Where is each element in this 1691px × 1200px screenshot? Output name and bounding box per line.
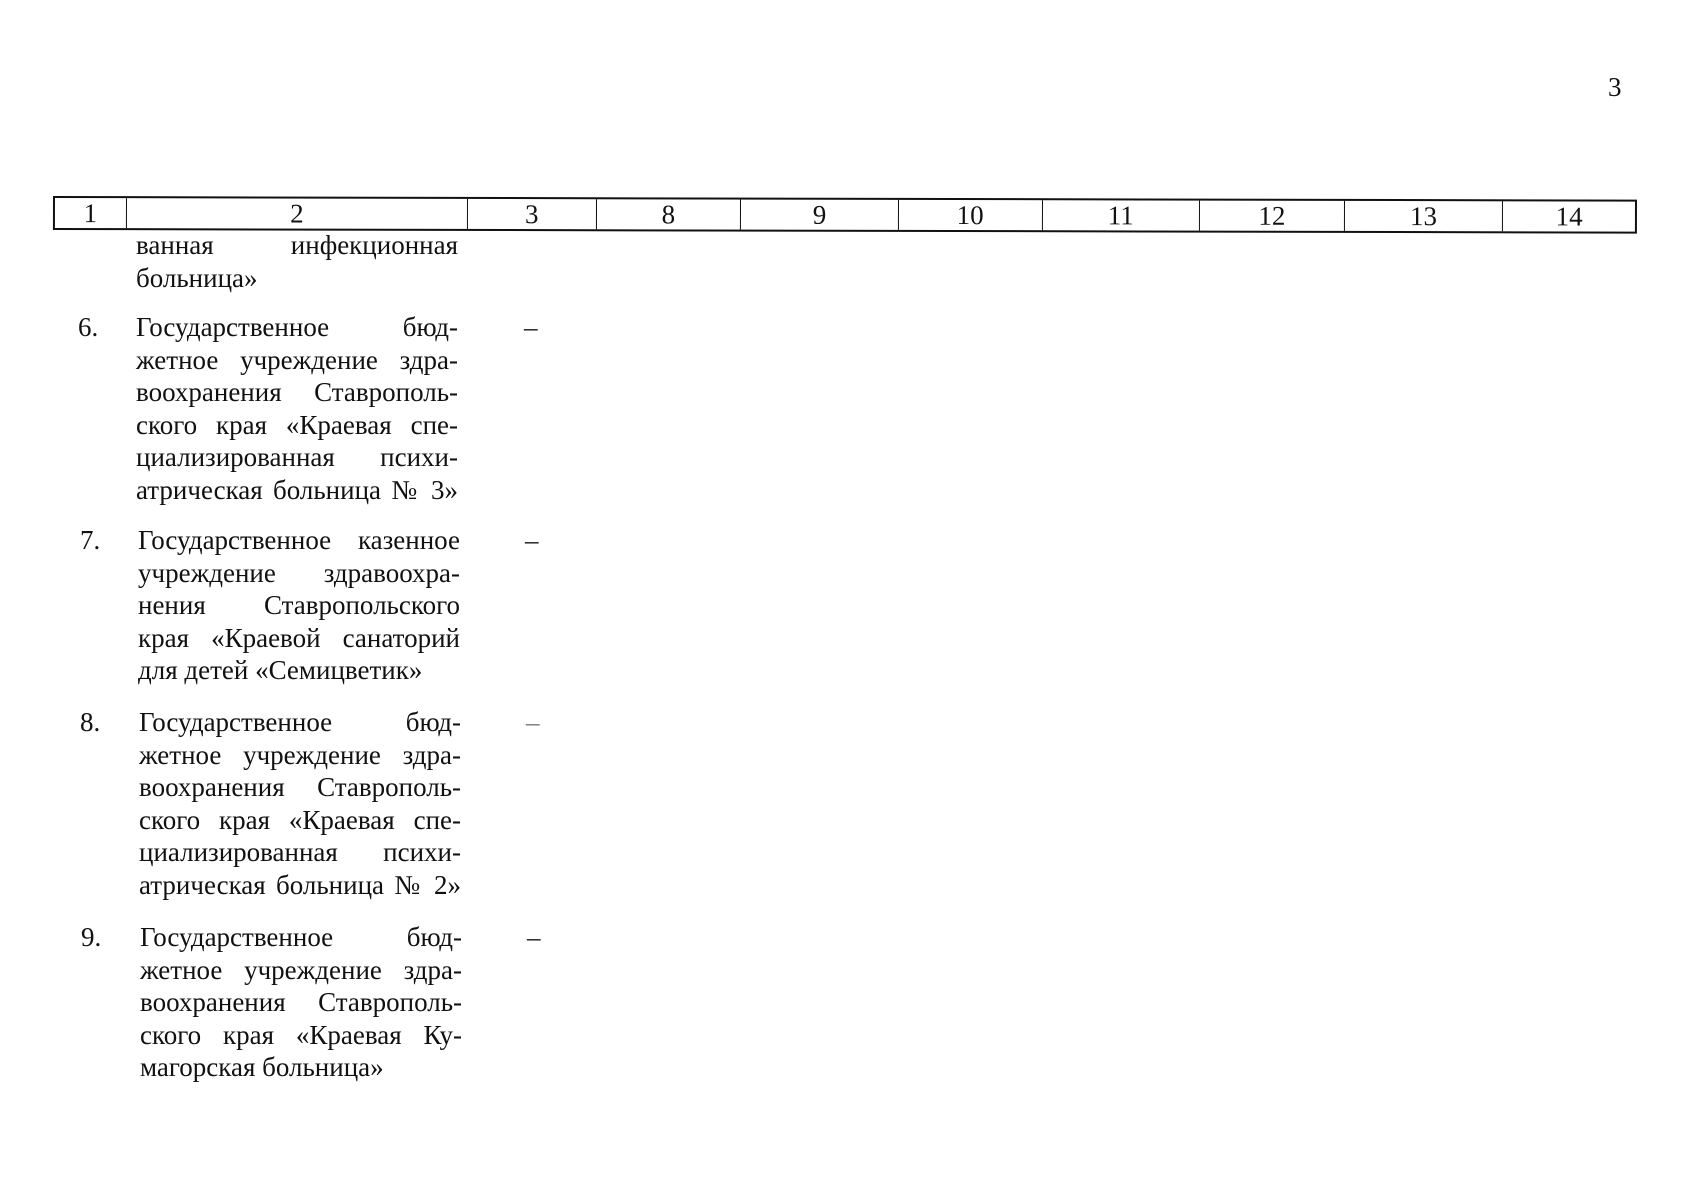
header-cell-2: 2 [127, 198, 468, 229]
continuation-line: ванная инфекционная [136, 230, 458, 260]
institution-line: жетное учреждение здра- [136, 344, 458, 375]
col3-dash: – [526, 707, 540, 737]
row-number: 7. [80, 525, 101, 555]
institution-line: Государственное бюд- [139, 707, 461, 737]
institution-line: воохранения Ставрополь- [136, 377, 458, 407]
institution-line: циализированная психи- [136, 442, 458, 472]
col3-dash: – [527, 922, 541, 952]
header-cell-1: 1 [55, 198, 127, 228]
institution-line: Государственное казенное [138, 525, 460, 555]
institution-line: воохранения Ставрополь- [140, 987, 462, 1017]
institution-line: жетное учреждение здра- [139, 739, 461, 770]
institution-line: воохранения Ставрополь- [139, 772, 461, 802]
institution-name [138, 524, 460, 687]
table-header-row [53, 196, 1637, 234]
header-cell-11: 11 [1042, 200, 1200, 230]
institution-line: ского края «Краевая спе- [139, 804, 461, 835]
institution-line: Государственное бюд- [136, 312, 458, 342]
row-number: 9. [81, 922, 102, 952]
institution-line: для детей «Семицветик» [138, 655, 423, 685]
header-cell-9: 9 [741, 200, 899, 230]
row-number: 6. [78, 312, 99, 342]
institution-line: нения Ставропольского [138, 590, 460, 620]
institution-line: Государственное бюд- [140, 922, 462, 952]
institution-name [136, 311, 458, 506]
header-cell-14: 14 [1555, 201, 1583, 232]
institution-line: атрическая больница № 2» [139, 869, 461, 900]
row-number: 8. [80, 707, 101, 737]
header-cell-12: 12 [1200, 201, 1345, 231]
col3-dash: – [525, 525, 539, 555]
col3-dash: – [524, 312, 538, 342]
institution-name [140, 921, 462, 1084]
institution-line: края «Краевой санаторий [138, 622, 460, 653]
institution-name [139, 706, 461, 901]
header-cell-8: 8 [597, 199, 742, 229]
header-cell-10: 10 [899, 200, 1043, 230]
institution-line: учреждение здравоохра- [138, 557, 460, 588]
institution-line: ского края «Краевая спе- [136, 409, 458, 440]
institution-line: магорская больница» [140, 1052, 384, 1082]
continuation-line: больница» [136, 262, 258, 293]
header-cell-3: 3 [468, 199, 597, 229]
institution-line: атрическая больница № 3» [136, 474, 458, 505]
institution-line: ского края «Краевая Ку- [140, 1019, 462, 1050]
continuation-text [136, 229, 458, 294]
institution-line: жетное учреждение здра- [140, 954, 462, 985]
page-number: 3 [1608, 72, 1622, 102]
header-cell-13: 13 [1345, 201, 1504, 231]
institution-line: циализированная психи- [139, 837, 461, 867]
